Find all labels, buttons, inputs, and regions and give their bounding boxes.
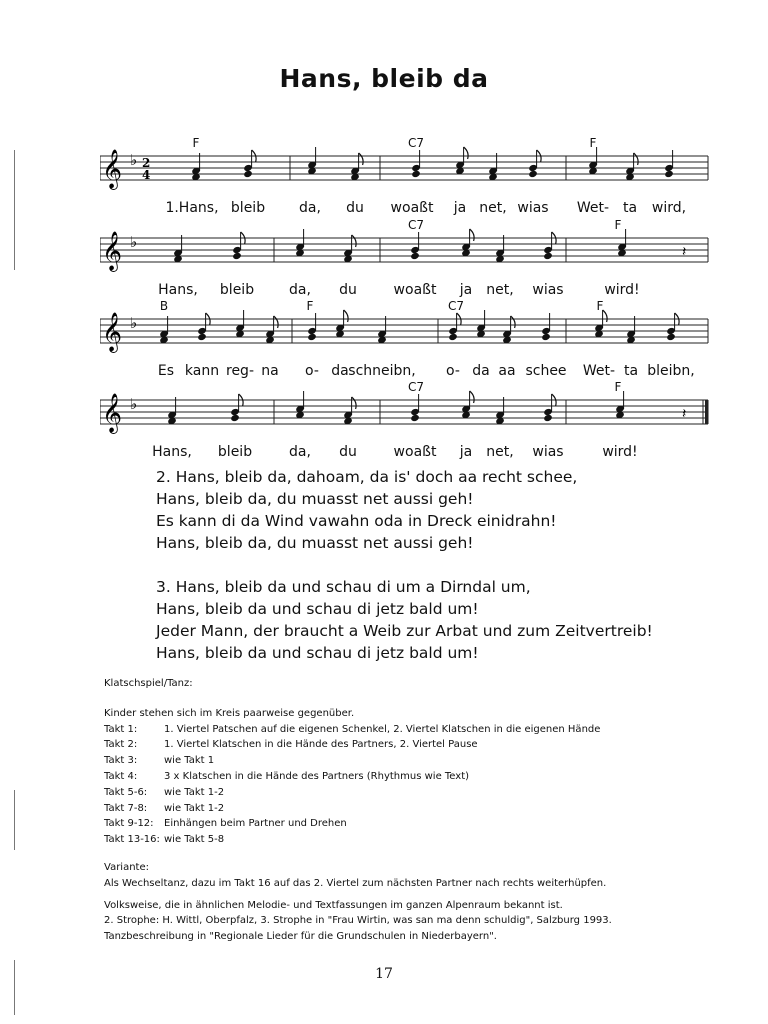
staff-row-3 (100, 301, 712, 381)
lyric-syllable: wird! (604, 282, 640, 298)
chord-symbol: C7 (407, 136, 425, 150)
quarter-rest-icon: 𝄽 (682, 406, 687, 422)
verse-line: 3. Hans, bleib da und schau di um a Dirndal um, (156, 578, 531, 596)
lyric-syllable: kann (184, 363, 220, 379)
note-flag (511, 316, 515, 328)
note-head (666, 333, 676, 341)
note-head (543, 252, 553, 260)
note-head (243, 170, 253, 178)
lyric-syllable: du (339, 282, 357, 298)
lyric-syllable: Wet- (576, 200, 610, 216)
quarter-rest-icon: 𝄽 (682, 244, 687, 260)
lyric-syllable: ja (459, 282, 473, 298)
lyric-syllable: net, (486, 282, 514, 298)
note-head (197, 333, 207, 341)
time-signature: 2 (142, 156, 151, 170)
note-head (411, 170, 421, 178)
staff-row-4 (100, 382, 712, 462)
lyric-syllable: bleibn, (647, 363, 695, 379)
lyric-syllable: da, (299, 200, 321, 216)
verse-line: Es kann di da Wind vawahn oda in Dreck einidrahn! (156, 512, 557, 530)
lyric-syllable: woaßt (390, 200, 434, 216)
chord-symbol: B (159, 299, 169, 313)
note-flag (470, 391, 475, 403)
flat-icon: ♭ (130, 314, 138, 332)
scan-edge-line (14, 150, 15, 270)
note-head (410, 252, 420, 260)
lyric-syllable: o- (446, 363, 460, 379)
chord-symbol: F (614, 380, 622, 394)
takt-desc: 1. Viertel Klatschen in die Hände des Partners, 2. Viertel Pause (164, 739, 478, 751)
page-number: 17 (375, 966, 393, 982)
chord-symbol: F (306, 299, 314, 313)
chord-symbol: C7 (407, 380, 425, 394)
lyric-syllable: net, (486, 444, 514, 460)
lyric-syllable: wird! (602, 444, 638, 460)
note-flag (274, 316, 279, 328)
takt-label: Takt 3: (104, 755, 138, 767)
lyric-syllable: bleib (230, 200, 266, 216)
lyric-syllable: bleib (219, 282, 255, 298)
lyric-syllable: aa (498, 363, 516, 379)
lyric-syllable: da, (289, 444, 311, 460)
note-flag (634, 153, 639, 165)
lyric-syllable: net, (479, 200, 507, 216)
music-staff (100, 301, 712, 361)
takt-row (104, 722, 724, 738)
lyric-syllable: wias (532, 444, 564, 460)
lyric-syllable: na (261, 363, 279, 379)
verse-line: Hans, bleib da und schau di jetz bald um! (156, 644, 479, 662)
takt-label: Takt 13-16: (104, 834, 160, 846)
song-title: Hans, bleib da (279, 64, 489, 93)
takt-row (104, 832, 724, 848)
note-flag (359, 153, 364, 165)
takt-desc: 3 x Klatschen in die Hände des Partners (Rhythmus wie Text) (164, 770, 470, 782)
lyric-syllable: ja (459, 444, 473, 460)
lyric-syllable: schee (525, 363, 567, 379)
takt-desc: Einhängen beim Partner und Drehen (164, 818, 347, 830)
lyric-syllable: wias (532, 282, 564, 298)
note-flag (352, 397, 357, 409)
source-line: 2. Strophe: H. Wittl, Oberpfalz, 3. Strophe in "Frau Wirtin, was san ma denn schuldig", Salzburg 1993. (104, 915, 612, 927)
scan-edge-line (14, 790, 15, 850)
takt-label: Takt 9-12: (104, 818, 154, 830)
verse-3 (156, 576, 653, 664)
lyric-syllable: o- (305, 363, 319, 379)
takt-desc: wie Takt 1-2 (164, 786, 225, 798)
lyric-syllable: wias (517, 200, 549, 216)
verse-2 (156, 466, 653, 554)
lyric-syllable: Wet- (582, 363, 616, 379)
chord-symbol: C7 (447, 299, 465, 313)
note-head (410, 414, 420, 422)
time-signature: 4 (142, 168, 151, 182)
verse-line: Hans, bleib da und schau di jetz bald um! (156, 600, 479, 618)
chord-symbol: C7 (407, 218, 425, 232)
note-head (664, 170, 674, 178)
takt-label: Takt 5-6: (104, 786, 148, 798)
takt-row (104, 785, 724, 801)
source-line: Tanzbeschreibung in "Regionale Lieder für die Grundschulen in Niederbayern". (104, 931, 497, 943)
lyric-syllable: woaßt (393, 444, 437, 460)
variant-heading: Variante: (104, 861, 149, 873)
verse-line: 2. Hans, bleib da, dahoam, da is' doch aa recht schee, (156, 468, 578, 486)
note-head (230, 414, 240, 422)
lyric-syllable: 1.Hans, (165, 200, 219, 216)
lyric-syllable: da (331, 363, 349, 379)
chord-symbol: F (589, 136, 597, 150)
lyric-syllable: schneibn, (348, 363, 416, 379)
note-head (307, 333, 317, 341)
dance-instructions (104, 676, 724, 945)
lyric-syllable: Hans, (158, 282, 198, 298)
lyric-syllable: bleib (217, 444, 253, 460)
note-head (528, 170, 538, 178)
lyric-syllable: da, (289, 282, 311, 298)
verse-line: Hans, bleib da, du muasst net aussi geh! (156, 490, 474, 508)
treble-clef-icon: 𝄞 (102, 231, 123, 271)
takt-desc: wie Takt 1 (164, 755, 215, 767)
verse-line: Hans, bleib da, du muasst net aussi geh! (156, 534, 474, 552)
takt-label: Takt 1: (104, 723, 138, 735)
final-barline (705, 400, 709, 424)
chord-symbol: F (614, 218, 622, 232)
takt-label: Takt 4: (104, 770, 138, 782)
note-flag (464, 147, 469, 159)
takt-desc: wie Takt 5-8 (164, 834, 225, 846)
lyric-syllable: da (472, 363, 490, 379)
verse-line: Jeder Mann, der braucht a Weib zur Arbat und zum Zeitvertreib! (156, 622, 653, 640)
note-flag (352, 235, 357, 247)
lyric-syllable: wird, (651, 200, 687, 216)
note-head (448, 333, 458, 341)
takt-row (104, 753, 724, 769)
lyric-syllable: Es (157, 363, 175, 379)
note-head (541, 333, 551, 341)
staff-row-2 (100, 220, 712, 300)
takt-row (104, 801, 724, 817)
takt-row (104, 816, 724, 832)
lyric-syllable: woaßt (393, 282, 437, 298)
treble-clef-icon: 𝄞 (102, 312, 123, 352)
lyric-syllable: du (339, 444, 357, 460)
lyric-syllable: Hans, (152, 444, 192, 460)
note-head (232, 252, 242, 260)
dance-heading: Klatschspiel/Tanz: (104, 678, 193, 689)
lyric-syllable: ta (622, 200, 638, 216)
takt-list (104, 722, 724, 848)
dance-intro: Kinder stehen sich im Kreis paarweise gegenüber. (104, 707, 355, 719)
note-flag (344, 310, 349, 322)
takt-label: Takt 2: (104, 739, 138, 751)
treble-clef-icon: 𝄞 (102, 149, 123, 189)
note-flag (470, 229, 475, 241)
variant-text: Als Wechseltanz, dazu im Takt 16 auf das 2. Viertel zum nächsten Partner nach rechts weiterhüpfen. (104, 877, 607, 889)
takt-row (104, 769, 724, 785)
takt-desc: 1. Viertel Patschen auf die eigenen Schenkel, 2. Viertel Klatschen in die eigenen Hände (164, 723, 601, 735)
flat-icon: ♭ (130, 233, 138, 251)
source-line: Volksweise, die in ähnlichen Melodie- und Textfassungen im ganzen Alpenraum bekannt ist. (104, 899, 563, 911)
flat-icon: ♭ (130, 151, 138, 169)
chord-symbol: F (192, 136, 200, 150)
lyric-syllable: du (346, 200, 364, 216)
takt-label: Takt 7-8: (104, 802, 148, 814)
chord-symbol: F (596, 299, 604, 313)
verses (156, 466, 653, 686)
takt-row (104, 737, 724, 753)
lyric-syllable: ja (453, 200, 467, 216)
takt-desc: wie Takt 1-2 (164, 802, 225, 814)
staff-row-1 (100, 138, 712, 218)
treble-clef-icon: 𝄞 (102, 393, 123, 433)
lyric-syllable: reg- (226, 363, 254, 379)
lyric-syllable: ta (623, 363, 639, 379)
note-head (543, 414, 553, 422)
flat-icon: ♭ (130, 395, 138, 413)
